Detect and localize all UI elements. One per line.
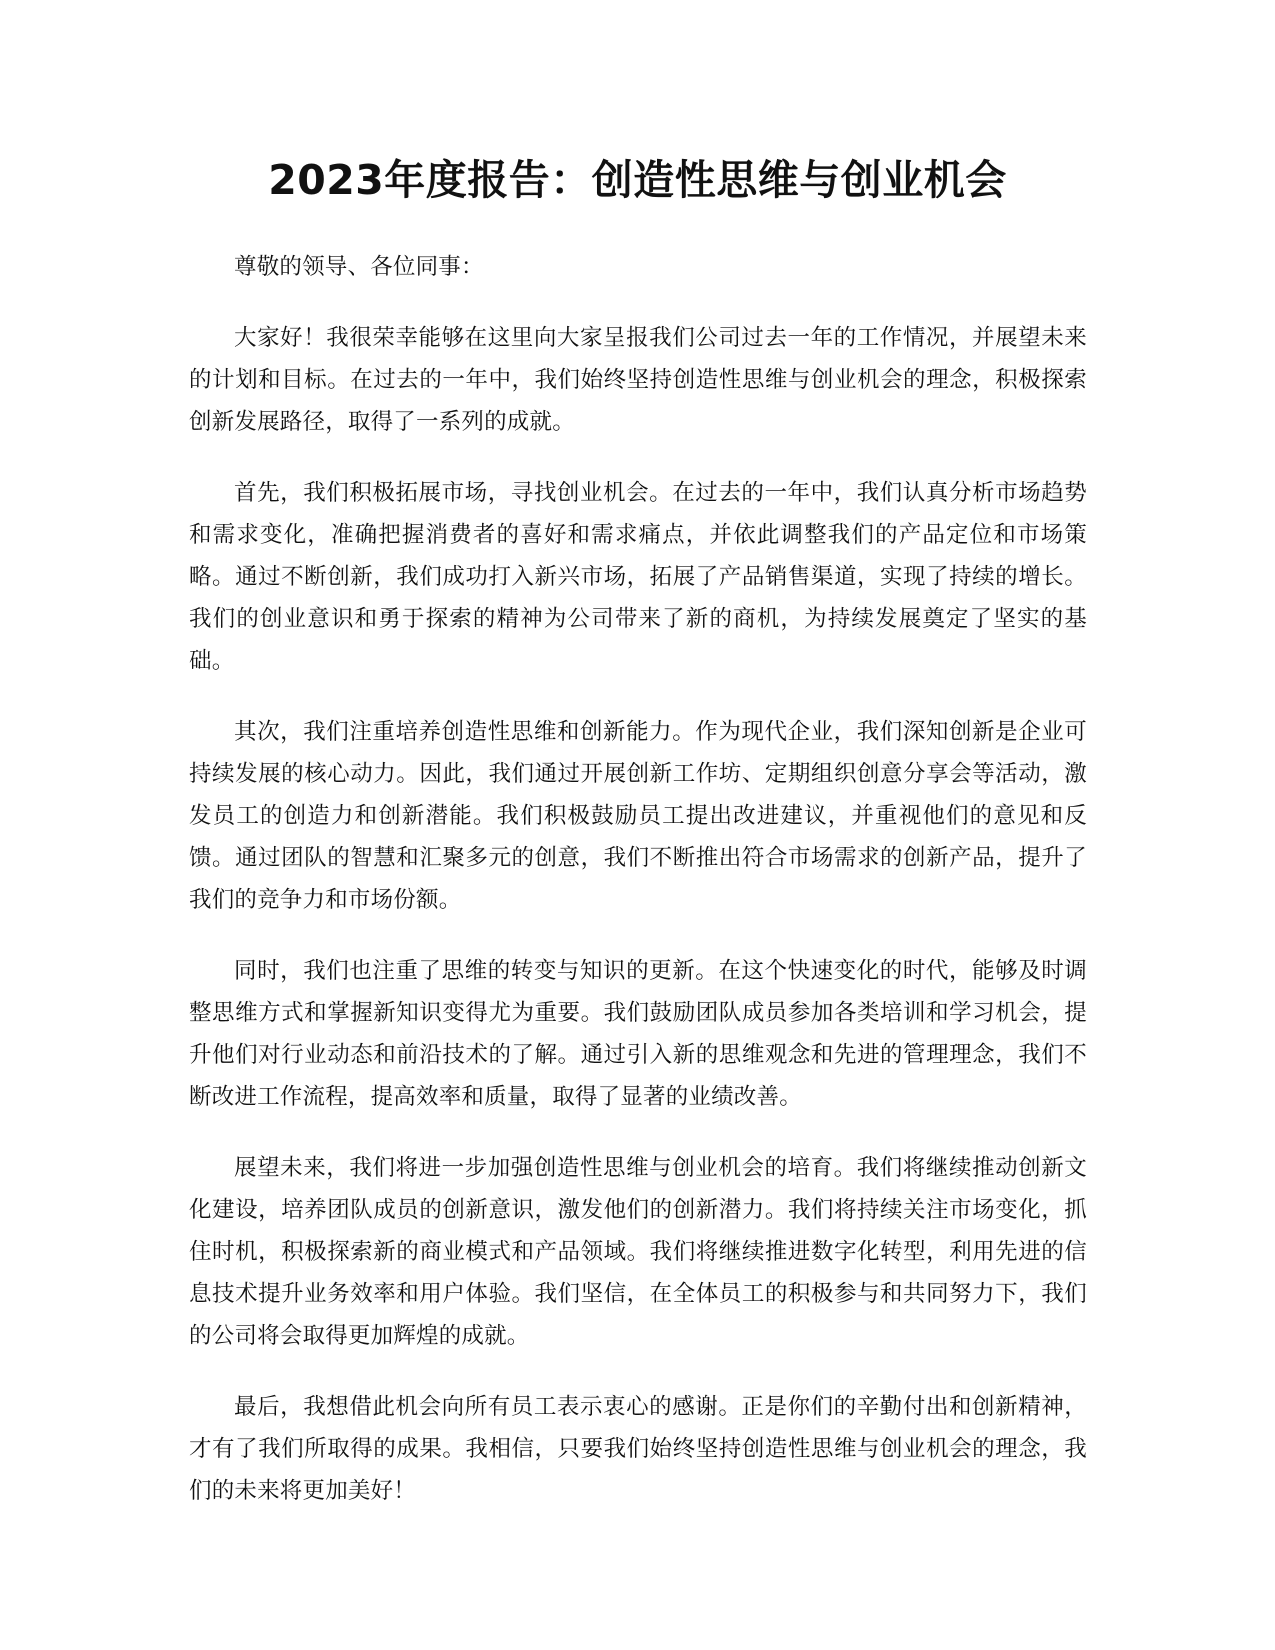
page-title: 2023年度报告：创造性思维与创业机会 [268,156,1007,204]
paragraph-innovation: 其次，我们注重培养创造性思维和创新能力。作为现代企业，我们深知创新是企业可持续发展的核心动力。因此，我们通过开展创新工作坊、定期组织创意分享会等活动，激发员工的创造力和创新潜能。我们积极鼓励员工提出改进建议，并重视他们的意见和反馈。通过团队的智慧和汇聚多元的创意，我们不断推出符合市场需求的创新产品，提升了我们的竞争力和市场份额。 [189,719,1087,913]
paragraph-thanks: 最后，我想借此机会向所有员工表示衷心的感谢。正是你们的辛勤付出和创新精神，才有了我们所取得的成果。我相信，只要我们始终坚持创造性思维与创业机会的理念，我们的未来将更加美好！ [189,1394,1087,1504]
paragraph-market: 首先，我们积极拓展市场，寻找创业机会。在过去的一年中，我们认真分析市场趋势和需求变化，准确把握消费者的喜好和需求痛点，并依此调整我们的产品定位和市场策略。通过不断创新，我们成功打入新兴市场，拓展了产品销售渠道，实现了持续的增长。我们的创业意识和勇于探索的精神为公司带来了新的商机，为持续发展奠定了坚实的基础。 [189,480,1087,674]
salutation: 尊敬的领导、各位同事： [234,254,484,280]
paragraph-outlook: 展望未来，我们将进一步加强创造性思维与创业机会的培育。我们将继续推动创新文化建设，培养团队成员的创新意识，激发他们的创新潜力。我们将持续关注市场变化，抓住时机，积极探索新的商业模式和产品领域。我们将继续推进数字化转型，利用先进的信息技术提升业务效率和用户体验。我们坚信，在全体员工的积极参与和共同努力下，我们的公司将会取得更加辉煌的成就。 [189,1155,1087,1349]
paragraph-greeting: 大家好！我很荣幸能够在这里向大家呈报我们公司过去一年的工作情况，并展望未来的计划和目标。在过去的一年中，我们始终坚持创造性思维与创业机会的理念，积极探索创新发展路径，取得了一系列的成就。 [189,325,1087,435]
paragraph-knowledge: 同时，我们也注重了思维的转变与知识的更新。在这个快速变化的时代，能够及时调整思维方式和掌握新知识变得尤为重要。我们鼓励团队成员参加各类培训和学习机会，提升他们对行业动态和前沿技术的了解。通过引入新的思维观念和先进的管理理念，我们不断改进工作流程，提高效率和质量，取得了显著的业绩改善。 [189,958,1087,1110]
document-body [189,246,1087,1541]
